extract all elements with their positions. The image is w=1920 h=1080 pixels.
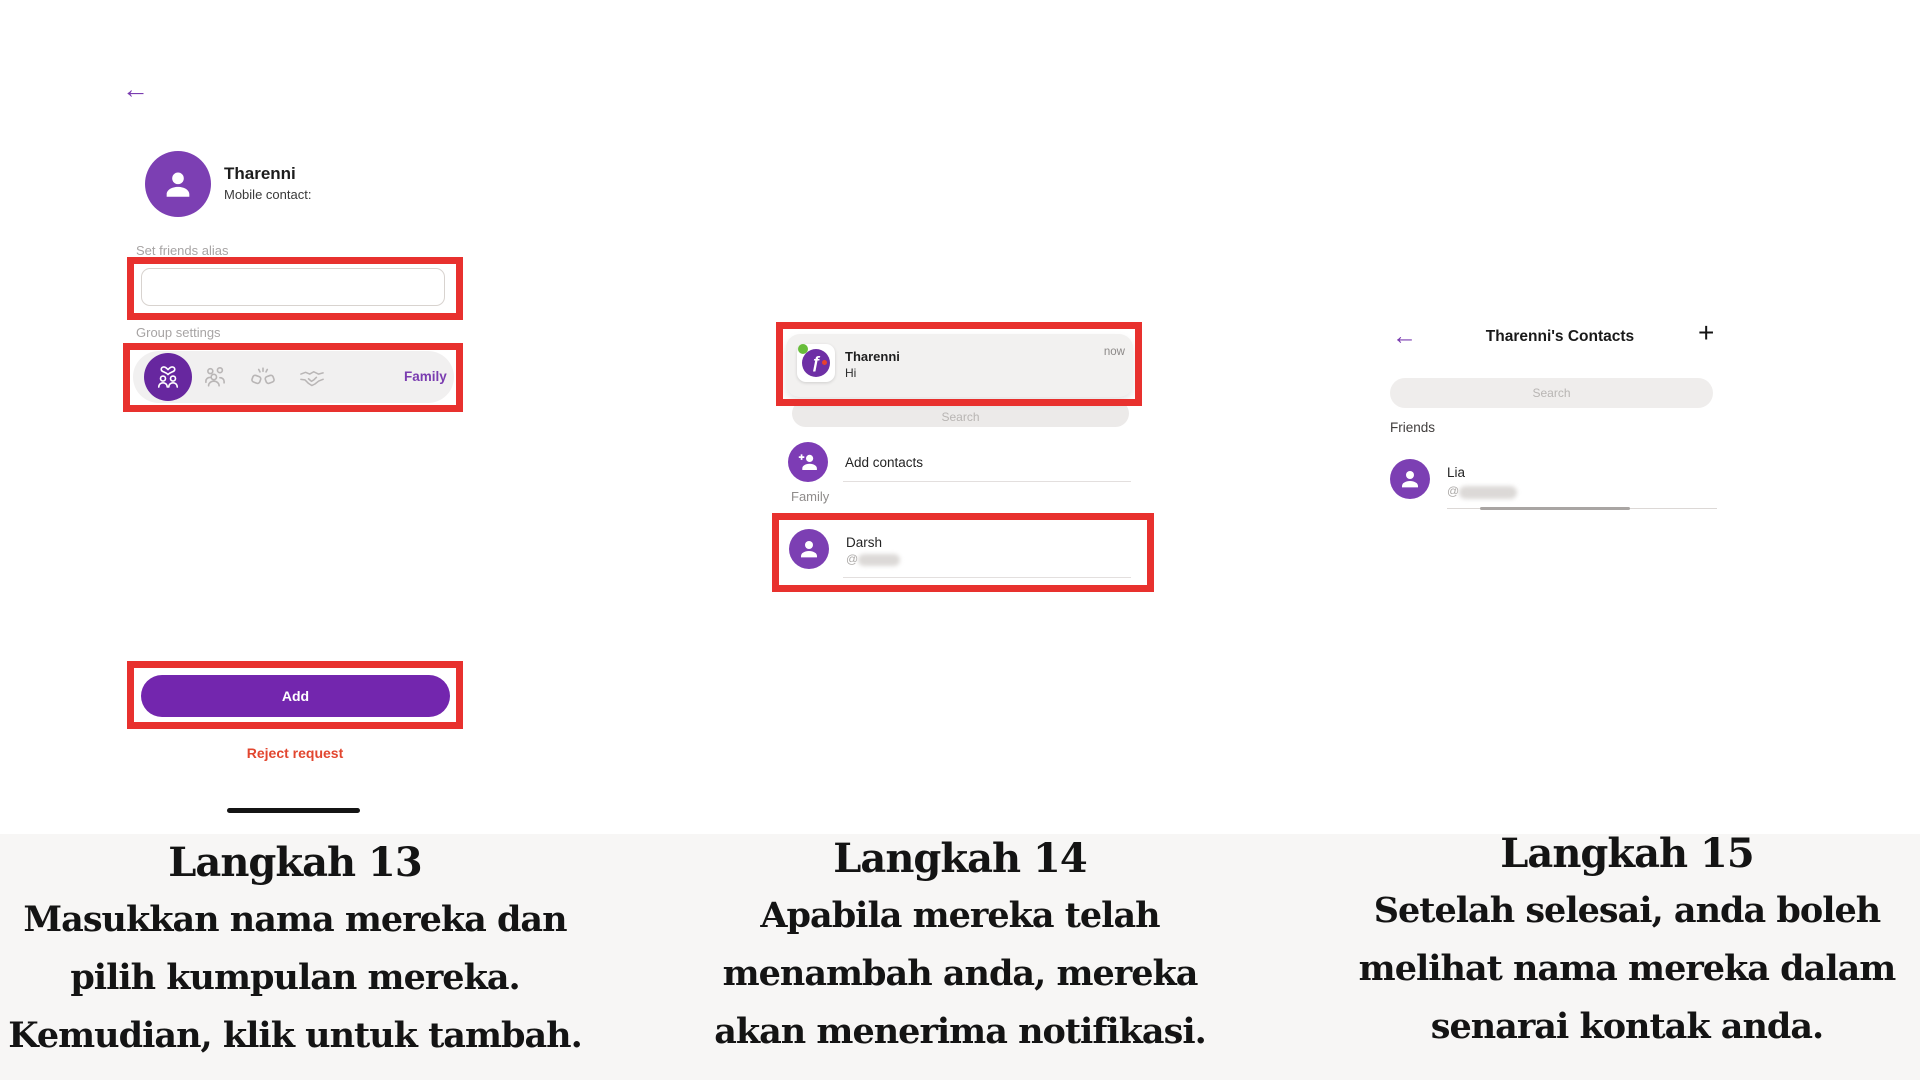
caption-title: Langkah 13: [168, 839, 422, 886]
notification-message: Hi: [845, 366, 857, 380]
add-contacts-avatar[interactable]: [788, 442, 828, 482]
notification-time: now: [1103, 346, 1125, 358]
contact-avatar-darsh[interactable]: [789, 529, 829, 569]
back-arrow-icon[interactable]: ←: [1392, 322, 1417, 350]
avatar: [145, 151, 211, 217]
divider: [843, 481, 1131, 482]
handshake-icon: [298, 363, 326, 391]
back-arrow-icon[interactable]: ←: [122, 74, 149, 104]
add-contact-plus-icon[interactable]: +: [1698, 317, 1715, 348]
redacted-handle: [858, 554, 900, 566]
app-logo-glyph: ƒ: [802, 349, 830, 377]
contact-name-darsh[interactable]: Darsh: [846, 535, 883, 550]
contact-handle-darsh: @: [846, 552, 859, 566]
page-title: Tharenni's Contacts: [1485, 328, 1635, 345]
fist-bump-icon: [249, 363, 277, 391]
home-indicator: [227, 808, 360, 813]
caption-step14: [660, 830, 1260, 1061]
group-selected-label: Family: [404, 369, 447, 384]
caption-line: Masukkan nama mereka dan: [23, 899, 567, 940]
add-contacts-label[interactable]: Add contacts: [845, 455, 924, 470]
caption-title: Langkah 15: [1500, 830, 1754, 877]
notification-title: Tharenni: [845, 349, 900, 364]
caption-line: senarai kontak anda.: [1430, 1006, 1824, 1047]
caption-line: Kemudian, klik untuk tambah.: [8, 1015, 582, 1056]
person-icon: [797, 537, 821, 561]
section-label-friends: Friends: [1390, 420, 1436, 435]
reject-request-link[interactable]: Reject request: [246, 745, 344, 761]
person-icon: [1398, 467, 1422, 491]
contact-name-lia[interactable]: Lia: [1447, 465, 1466, 480]
caption-title: Langkah 14: [833, 835, 1087, 882]
caption-line: Setelah selesai, anda boleh: [1373, 890, 1881, 931]
contact-subtitle: Mobile contact:: [224, 187, 312, 202]
caption-line: akan menerima notifikasi.: [714, 1011, 1206, 1052]
alias-label: Set friends alias: [136, 243, 229, 258]
group-settings-label: Group settings: [136, 325, 221, 340]
highlight-box-darsh: [772, 513, 1154, 592]
section-label-family: Family: [791, 489, 830, 504]
divider-dark-segment: [1480, 507, 1630, 510]
add-person-icon: [796, 450, 820, 474]
redacted-handle: [1459, 486, 1517, 499]
family-heart-icon: [153, 362, 183, 392]
caption-step13: [0, 834, 590, 1065]
caption-step15: [1327, 825, 1920, 1056]
caption-line: menambah anda, mereka: [722, 953, 1198, 994]
person-icon: [161, 167, 195, 201]
divider: [843, 577, 1131, 578]
contact-name: Tharenni: [224, 164, 296, 183]
search-placeholder: Search: [1532, 386, 1571, 400]
contact-avatar-lia[interactable]: [1390, 459, 1430, 499]
group-option-family[interactable]: [144, 353, 192, 401]
group-option-friends[interactable]: [200, 362, 230, 392]
add-button[interactable]: Add: [141, 675, 450, 717]
caption-line: melihat nama mereka dalam: [1358, 948, 1896, 989]
search-placeholder: Search: [941, 409, 980, 424]
caption-line: pilih kumpulan mereka.: [70, 957, 520, 998]
group-option-handshake[interactable]: [297, 362, 327, 392]
search-bar[interactable]: [1390, 378, 1713, 408]
highlight-box-notification: [776, 322, 1142, 406]
contact-handle-lia: @: [1447, 484, 1460, 498]
group-option-fistbump[interactable]: [248, 362, 278, 392]
caption-line: Apabila mereka telah: [760, 895, 1160, 936]
alias-input[interactable]: [141, 268, 445, 306]
friends-group-icon: [201, 363, 229, 391]
